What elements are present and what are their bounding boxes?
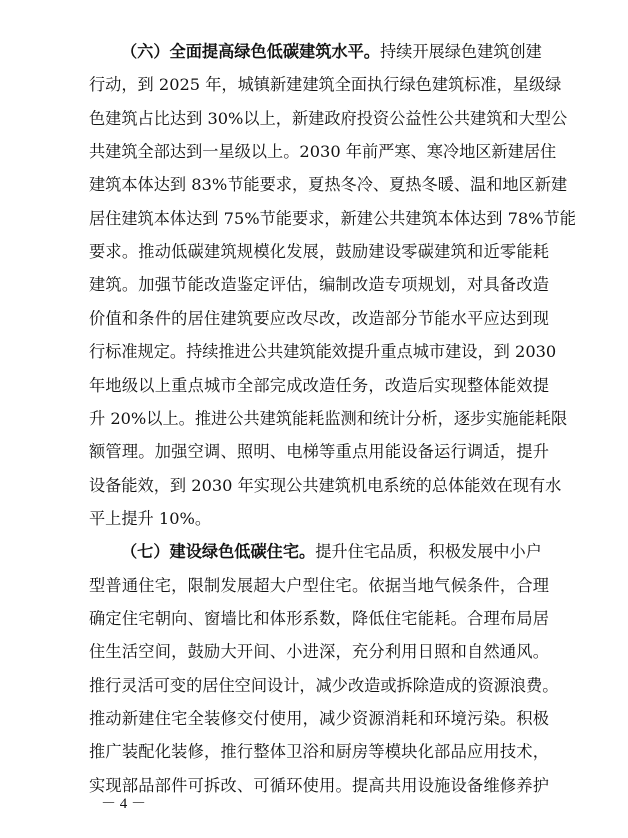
section-heading: （七）建设绿色低碳住宅。 xyxy=(121,542,316,562)
paragraph-line: （七）建设绿色低碳住宅。提升住宅品质，积极发展中小户 xyxy=(121,542,542,562)
paragraph-line: 实现部品部件可拆改、可循环使用。提高共用设施设备维修养护 xyxy=(89,775,549,795)
paragraph-line: 推动新建住宅全装修交付使用，减少资源消耗和环境污染。积极 xyxy=(89,709,549,728)
paragraph-line: 型普通住宅，限制发展超大户型住宅。依据当地气候条件，合理 xyxy=(89,575,549,595)
page-number: － 4 － xyxy=(101,796,147,812)
paragraph-line: 推行灵活可变的居住空间设计，减少改造或拆除造成的资源浪费。 xyxy=(89,675,559,695)
paragraph-line: 年地级以上重点城市全部完成改造任务，改造后实现整体能效提 xyxy=(89,375,549,395)
paragraph-line: 色建筑占比达到 30%以上，新建政府投资公益性公共建筑和大型公 xyxy=(89,108,568,128)
paragraph-line: （六）全面提高绿色低碳建筑水平。持续开展绿色建筑创建 xyxy=(121,42,542,61)
paragraph-line: 建筑本体达到 83%节能要求，夏热冬冷、夏热冬暖、温和地区新建 xyxy=(89,175,568,195)
paragraph-line: 共建筑全部达到一星级以上。2030 年前严寒、寒冷地区新建居住 xyxy=(89,142,557,162)
paragraph-line: 升 20%以上。推进公共建筑能耗监测和统计分析，逐步实施能耗限 xyxy=(89,408,568,428)
paragraph-line: 住生活空间，鼓励大开间、小进深，充分利用日照和自然通风。 xyxy=(89,642,549,662)
paragraph-line: 推广装配化装修，推行整体卫浴和厨房等模块化部品应用技术， xyxy=(89,742,549,762)
paragraph-line: 额管理。加强空调、照明、电梯等重点用能设备运行调适，提升 xyxy=(89,442,549,462)
section-heading: （六）全面提高绿色低碳建筑水平。 xyxy=(121,42,380,61)
paragraph-line: 要求。推动低碳建筑规模化发展，鼓励建设零碳建筑和近零能耗 xyxy=(89,242,549,262)
paragraph-line: 行动，到 2025 年，城镇新建建筑全面执行绿色建筑标准，星级绿 xyxy=(89,75,562,95)
paragraph-line: 平上提升 10%。 xyxy=(89,508,212,528)
paragraph-line: 设备能效，到 2030 年实现公共建筑机电系统的总体能效在现有水 xyxy=(89,475,562,495)
paragraph-line: 确定住宅朝向、窗墙比和体形系数，降低住宅能耗。合理布局居 xyxy=(89,608,549,628)
paragraph-line: 价值和条件的居住建筑要应改尽改，改造部分节能水平应达到现 xyxy=(89,308,549,328)
paragraph-line: 行标准规定。持续推进公共建筑能效提升重点城市建设，到 2030 xyxy=(89,342,557,362)
paragraph-line: 建筑。加强节能改造鉴定评估，编制改造专项规划，对具备改造 xyxy=(89,275,549,295)
paragraph-line: 居住建筑本体达到 75%节能要求，新建公共建筑本体达到 78%节能 xyxy=(89,208,576,228)
